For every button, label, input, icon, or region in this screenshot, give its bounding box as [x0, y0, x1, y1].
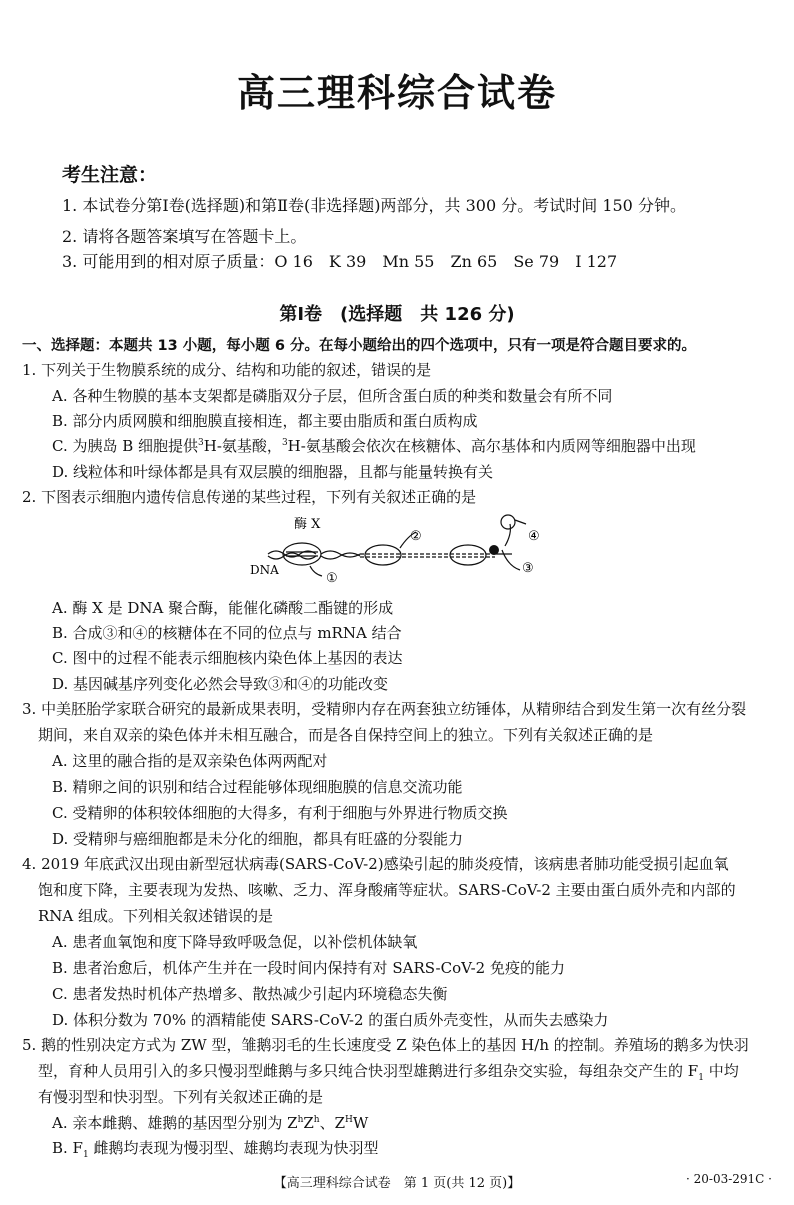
notice-heading: 考生注意： — [62, 164, 158, 186]
section-instruction: 一、选择题：本题共 13 小题，每小题 6 分。在每小题给出的四个选项中，只有一项是符合题目要求的。 — [22, 338, 696, 354]
question-3-option-b: B. 精卵之间的识别和结合过程能够体现细胞膜的信息交流功能 — [52, 778, 463, 796]
question-4-stem: 4. 2019 年底武汉出现由新型冠状病毒(SARS-CoV-2)感染引起的肺炎疫情，该病患者肺功能受损引起血氧 — [22, 855, 729, 873]
figure-marker-4: ④ — [528, 529, 540, 544]
question-4-stem: RNA 组成。下列相关叙述错误的是 — [38, 907, 274, 925]
question-5-stem: 型，育种人员用引入的多只慢羽型雌鹅与多只纯合快羽型雄鹅进行多组杂交实验，每组杂交产生的 $F_1$ 中均 — [38, 1062, 739, 1083]
figure-label-dna: DNA — [250, 563, 279, 577]
question-5-stem: 5. 鹅的性别决定方式为 ZW 型，雏鹅羽毛的生长速度受 Z 染色体上的基因 H/h 的控制。养殖场的鹅多为快羽 — [22, 1036, 749, 1054]
notice-item: 2. 请将各题答案填写在答题卡上。 — [62, 227, 307, 246]
question-1-option-c: C. 为胰岛 B 细胞提供$^3$H-氨基酸，$^3$H-氨基酸会依次在核糖体、高尔基体和内质网等细胞器中出现 — [52, 437, 696, 455]
question-1-option-d: D. 线粒体和叶绿体都是具有双层膜的细胞器，且都与能量转换有关 — [52, 463, 494, 481]
question-5-option-a: A. 亲本雌鹅、雄鹅的基因型分别为 $Z^hZ^h$、$Z^HW$ — [52, 1114, 369, 1132]
paper-code: · 20-03-291C · — [686, 1172, 772, 1186]
question-2-option-d: D. 基因碱基序列变化必然会导致③和④的功能改变 — [52, 675, 389, 693]
question-2-option-c: C. 图中的过程不能表示细胞核内染色体上基因的表达 — [52, 649, 403, 667]
page-title: 高三理科综合试卷 — [236, 71, 557, 115]
question-2-stem: 2. 下图表示细胞内遗传信息传递的某些过程，下列有关叙述正确的是 — [22, 488, 477, 506]
question-2-option-a: A. 酶 X 是 DNA 聚合酶，能催化磷酸二酯键的形成 — [52, 599, 394, 617]
question-1-option-a: A. 各种生物膜的基本支架都是磷脂双分子层，但所含蛋白质的种类和数量会有所不同 — [52, 387, 613, 405]
question-1-option-b: B. 部分内质网膜和细胞膜直接相连，都主要由脂质和蛋白质构成 — [52, 412, 478, 430]
notice-item: 1. 本试卷分第Ⅰ卷(选择题)和第Ⅱ卷(非选择题)两部分，共 300 分。考试时间 150 分钟。 — [62, 196, 686, 215]
notice-item: 3. 可能用到的相对原子质量：O 16 K 39 Mn 55 Zn 65 Se 79 I 127 — [62, 252, 618, 271]
figure-label-enzyme: 酶 X — [294, 517, 321, 532]
question-4-option-d: D. 体积分数为 70% 的酒精能使 SARS-CoV-2 的蛋白质外壳变性，从而失去感染力 — [52, 1011, 609, 1029]
question-2-option-b: B. 合成③和④的核糖体在不同的位点与 mRNA 结合 — [52, 624, 402, 642]
question-4-option-b: B. 患者治愈后，机体产生并在一段时间内保持有对 SARS-CoV-2 免疫的能力 — [52, 959, 565, 977]
question-5-option-b: B. $F_1$ 雌鹅均表现为慢羽型、雄鹅均表现为快羽型 — [52, 1139, 379, 1160]
question-3-stem: 3. 中美胚胎学家联合研究的最新成果表明，受精卵内存在两套独立纺锤体，从精卵结合到发生第一次有丝分裂 — [22, 700, 747, 718]
section-title: 第Ⅰ卷 (选择题 共 126 分) — [279, 304, 515, 325]
page-footer: 【高三理科综合试卷 第 1 页(共 12 页)】 — [273, 1176, 521, 1191]
figure-marker-3: ③ — [522, 561, 534, 576]
question-3-option-d: D. 受精卵与癌细胞都是未分化的细胞，都具有旺盛的分裂能力 — [52, 830, 464, 848]
question-3-stem: 期间，来自双亲的染色体并未相互融合，而是各自保持空间上的独立。下列有关叙述正确的是 — [38, 726, 654, 744]
transcription-translation-figure — [250, 510, 550, 590]
question-4-option-a: A. 患者血氧饱和度下降导致呼吸急促，以补偿机体缺氧 — [52, 933, 418, 951]
question-3-option-a: A. 这里的融合指的是双亲染色体两两配对 — [52, 752, 328, 770]
question-4-stem: 饱和度下降，主要表现为发热、咳嗽、乏力、浑身酸痛等症状。SARS-CoV-2 主要由蛋白质外壳和内部的 — [38, 881, 736, 899]
question-5-stem: 有慢羽型和快羽型。下列有关叙述正确的是 — [38, 1088, 324, 1106]
question-3-option-c: C. 受精卵的体积较体细胞的大得多，有利于细胞与外界进行物质交换 — [52, 804, 508, 822]
question-4-option-c: C. 患者发热时机体产热增多、散热减少引起内环境稳态失衡 — [52, 985, 448, 1003]
figure-marker-2: ② — [410, 529, 422, 544]
figure-marker-1: ① — [326, 571, 338, 586]
question-1-stem: 1. 下列关于生物膜系统的成分、结构和功能的叙述，错误的是 — [22, 361, 432, 379]
